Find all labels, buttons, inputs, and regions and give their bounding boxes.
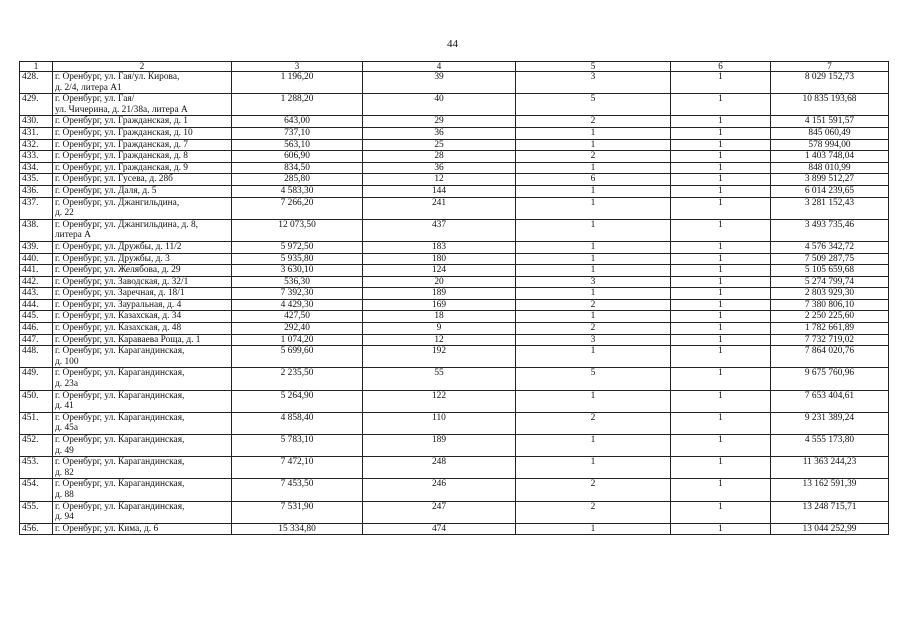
column-6-cell: 1 bbox=[671, 241, 771, 253]
cost-cell: 5 274 799,74 bbox=[771, 276, 889, 288]
address-line: г. Оренбург, ул. Гражданская, д. 8 bbox=[55, 151, 188, 162]
column-4-cell: 169 bbox=[363, 299, 516, 311]
table-row bbox=[20, 412, 889, 434]
column-4-cell: 124 bbox=[363, 265, 516, 277]
column-4-cell: 248 bbox=[363, 457, 516, 479]
address-line: г. Оренбург, ул. Кима, д. 6 bbox=[55, 523, 159, 534]
column-6-cell: 1 bbox=[671, 127, 771, 139]
column-4-cell: 189 bbox=[363, 435, 516, 457]
address-line: г. Оренбург, ул. Даля, д. 5 bbox=[55, 185, 157, 196]
column-5-cell: 2 bbox=[516, 479, 671, 501]
area-cell: 3 630,10 bbox=[232, 265, 363, 277]
row-number-cell: 429. bbox=[20, 94, 53, 116]
address-line: г. Оренбург, ул. Казахская, д. 34 bbox=[55, 311, 182, 322]
column-4-cell: 36 bbox=[363, 162, 516, 174]
row-number-cell: 444. bbox=[20, 299, 53, 311]
address-line: г. Оренбург, ул. Заводская, д. 32/1 bbox=[55, 276, 189, 287]
column-4-cell: 18 bbox=[363, 311, 516, 323]
address-line: г. Оренбург, ул. Гражданская, д. 9 bbox=[55, 162, 188, 173]
cost-cell: 9 231 389,24 bbox=[771, 412, 889, 434]
address-line: г. Оренбург, ул. Караваева Роща, д. 1 bbox=[55, 334, 201, 345]
cost-cell: 4 555 173,80 bbox=[771, 435, 889, 457]
address-cell bbox=[53, 139, 232, 151]
column-4-cell: 189 bbox=[363, 288, 516, 300]
area-cell: 4 858,40 bbox=[232, 412, 363, 434]
area-cell: 563,10 bbox=[232, 139, 363, 151]
column-6-cell: 1 bbox=[671, 185, 771, 197]
address-line: д. 49 bbox=[55, 445, 74, 456]
column-4-cell: 12 bbox=[363, 334, 516, 346]
row-number-cell: 449. bbox=[20, 368, 53, 390]
column-5-cell: 1 bbox=[516, 288, 671, 300]
area-cell: 737,10 bbox=[232, 127, 363, 139]
cost-cell: 2 250 225,60 bbox=[771, 311, 889, 323]
column-4-cell: 180 bbox=[363, 253, 516, 265]
row-number-cell: 442. bbox=[20, 276, 53, 288]
cost-cell: 1 403 748,04 bbox=[771, 151, 889, 163]
column-6-cell: 1 bbox=[671, 412, 771, 434]
column-5-cell: 3 bbox=[516, 334, 671, 346]
address-line: г. Оренбург, ул. Заречная, д. 18/1 bbox=[55, 288, 185, 299]
column-5-cell: 2 bbox=[516, 412, 671, 434]
page-number: 44 bbox=[447, 38, 458, 50]
area-cell: 643,00 bbox=[232, 116, 363, 128]
table-row bbox=[20, 219, 889, 241]
address-cell bbox=[53, 219, 232, 241]
column-5-cell: 1 bbox=[516, 253, 671, 265]
row-number-cell: 448. bbox=[20, 346, 53, 368]
column-6-cell: 1 bbox=[671, 72, 771, 94]
column-6-cell: 1 bbox=[671, 174, 771, 186]
column-5-cell: 5 bbox=[516, 368, 671, 390]
column-5-cell: 2 bbox=[516, 323, 671, 335]
row-number-cell: 432. bbox=[20, 139, 53, 151]
column-6-cell: 1 bbox=[671, 288, 771, 300]
column-5-cell: 1 bbox=[516, 265, 671, 277]
address-cell bbox=[53, 94, 232, 116]
cost-cell: 578 994,00 bbox=[771, 139, 889, 151]
table-row bbox=[20, 139, 889, 151]
address-cell bbox=[53, 253, 232, 265]
table-row bbox=[20, 94, 889, 116]
address-line: г. Оренбург, ул. Желябова, д. 29 bbox=[55, 265, 181, 276]
table-row bbox=[20, 174, 889, 186]
address-line: д. 82 bbox=[55, 467, 74, 478]
area-cell: 427,50 bbox=[232, 311, 363, 323]
row-number-cell: 450. bbox=[20, 390, 53, 412]
column-4-cell: 20 bbox=[363, 276, 516, 288]
column-6-cell: 1 bbox=[671, 334, 771, 346]
address-cell bbox=[53, 390, 232, 412]
column-5-cell: 5 bbox=[516, 94, 671, 116]
area-cell: 5 699,60 bbox=[232, 346, 363, 368]
column-6-cell: 1 bbox=[671, 299, 771, 311]
column-4-cell: 12 bbox=[363, 174, 516, 186]
address-cell bbox=[53, 299, 232, 311]
address-line: д. 100 bbox=[55, 356, 79, 367]
column-5-cell: 1 bbox=[516, 311, 671, 323]
row-number-cell: 440. bbox=[20, 253, 53, 265]
column-header: 6 bbox=[671, 62, 771, 72]
area-cell: 1 074,20 bbox=[232, 334, 363, 346]
address-line: г. Оренбург, ул. Дружбы, д. 3 bbox=[55, 253, 170, 264]
column-4-cell: 9 bbox=[363, 323, 516, 335]
column-5-cell: 1 bbox=[516, 139, 671, 151]
row-number-cell: 443. bbox=[20, 288, 53, 300]
address-line: д. 2/4, литера А1 bbox=[55, 82, 122, 93]
column-4-cell: 40 bbox=[363, 94, 516, 116]
row-number-cell: 434. bbox=[20, 162, 53, 174]
address-cell bbox=[53, 116, 232, 128]
address-cell bbox=[53, 323, 232, 335]
address-line: д. 94 bbox=[55, 512, 74, 523]
cost-cell: 9 675 760,96 bbox=[771, 368, 889, 390]
column-6-cell: 1 bbox=[671, 435, 771, 457]
column-4-cell: 110 bbox=[363, 412, 516, 434]
column-4-cell: 183 bbox=[363, 241, 516, 253]
table-row bbox=[20, 241, 889, 253]
column-6-cell: 1 bbox=[671, 368, 771, 390]
column-6-cell: 1 bbox=[671, 94, 771, 116]
address-line: литера А bbox=[55, 230, 91, 241]
table-row bbox=[20, 265, 889, 277]
address-cell bbox=[53, 412, 232, 434]
column-4-cell: 36 bbox=[363, 127, 516, 139]
area-cell: 7 453,50 bbox=[232, 479, 363, 501]
column-6-cell: 1 bbox=[671, 523, 771, 535]
table-row bbox=[20, 151, 889, 163]
cost-cell: 5 105 659,68 bbox=[771, 265, 889, 277]
table-row bbox=[20, 288, 889, 300]
area-cell: 7 531,90 bbox=[232, 501, 363, 523]
column-5-cell: 1 bbox=[516, 127, 671, 139]
address-line: д. 41 bbox=[55, 401, 74, 412]
column-5-cell: 1 bbox=[516, 435, 671, 457]
column-6-cell: 1 bbox=[671, 253, 771, 265]
column-4-cell: 39 bbox=[363, 72, 516, 94]
row-number-cell: 446. bbox=[20, 323, 53, 335]
address-line: г. Оренбург, ул. Гая/ bbox=[55, 94, 135, 105]
table-row bbox=[20, 185, 889, 197]
table-row bbox=[20, 299, 889, 311]
address-line: д. 23а bbox=[55, 379, 78, 390]
address-cell bbox=[53, 311, 232, 323]
area-cell: 4 583,30 bbox=[232, 185, 363, 197]
cost-cell: 8 029 152,73 bbox=[771, 72, 889, 94]
column-5-cell: 1 bbox=[516, 219, 671, 241]
area-cell: 7 472,10 bbox=[232, 457, 363, 479]
row-number-cell: 451. bbox=[20, 412, 53, 434]
area-cell: 1 288,20 bbox=[232, 94, 363, 116]
column-header: 4 bbox=[363, 62, 516, 72]
area-cell: 1 196,20 bbox=[232, 72, 363, 94]
address-cell bbox=[53, 185, 232, 197]
table-row bbox=[20, 334, 889, 346]
cost-cell: 11 363 244,23 bbox=[771, 457, 889, 479]
address-cell bbox=[53, 368, 232, 390]
address-line: г. Оренбург, ул. Гусева, д. 28б bbox=[55, 174, 173, 185]
column-header: 2 bbox=[53, 62, 232, 72]
row-number-cell: 438. bbox=[20, 219, 53, 241]
cost-cell: 3 493 735,46 bbox=[771, 219, 889, 241]
address-cell bbox=[53, 501, 232, 523]
cost-cell: 6 014 239,65 bbox=[771, 185, 889, 197]
cost-cell: 10 835 193,68 bbox=[771, 94, 889, 116]
row-number-cell: 453. bbox=[20, 457, 53, 479]
column-5-cell: 1 bbox=[516, 162, 671, 174]
table-row bbox=[20, 390, 889, 412]
row-number-cell: 439. bbox=[20, 241, 53, 253]
column-4-cell: 55 bbox=[363, 368, 516, 390]
cost-cell: 13 044 252,99 bbox=[771, 523, 889, 535]
row-number-cell: 435. bbox=[20, 174, 53, 186]
address-cell bbox=[53, 162, 232, 174]
cost-cell: 7 380 806,10 bbox=[771, 299, 889, 311]
cost-cell: 3 899 512,27 bbox=[771, 174, 889, 186]
column-5-cell: 1 bbox=[516, 197, 671, 219]
row-number-cell: 447. bbox=[20, 334, 53, 346]
row-number-cell: 454. bbox=[20, 479, 53, 501]
table-row bbox=[20, 457, 889, 479]
row-number-cell: 441. bbox=[20, 265, 53, 277]
table-row bbox=[20, 127, 889, 139]
address-line: г. Оренбург, ул. Карагандинская, bbox=[55, 501, 185, 512]
table-row bbox=[20, 276, 889, 288]
area-cell: 536,30 bbox=[232, 276, 363, 288]
column-header: 1 bbox=[20, 62, 53, 72]
table-row bbox=[20, 346, 889, 368]
column-header: 3 bbox=[232, 62, 363, 72]
column-5-cell: 6 bbox=[516, 174, 671, 186]
column-4-cell: 246 bbox=[363, 479, 516, 501]
cost-cell: 4 576 342,72 bbox=[771, 241, 889, 253]
address-line: г. Оренбург, ул. Карагандинская, bbox=[55, 479, 185, 490]
column-6-cell: 1 bbox=[671, 197, 771, 219]
address-cell bbox=[53, 479, 232, 501]
address-line: г. Оренбург, ул. Гая/ул. Кирова, bbox=[55, 72, 180, 82]
row-number-cell: 452. bbox=[20, 435, 53, 457]
address-cell bbox=[53, 288, 232, 300]
table-row bbox=[20, 197, 889, 219]
column-6-cell: 1 bbox=[671, 139, 771, 151]
area-cell: 834,50 bbox=[232, 162, 363, 174]
address-cell bbox=[53, 523, 232, 535]
address-line: г. Оренбург, ул. Карагандинская, bbox=[55, 390, 185, 401]
table-row bbox=[20, 72, 889, 94]
column-6-cell: 1 bbox=[671, 162, 771, 174]
table-row bbox=[20, 435, 889, 457]
area-cell: 5 972,50 bbox=[232, 241, 363, 253]
column-4-cell: 437 bbox=[363, 219, 516, 241]
area-cell: 15 334,80 bbox=[232, 523, 363, 535]
column-header: 7 bbox=[771, 62, 889, 72]
address-line: г. Оренбург, ул. Гражданская, д. 10 bbox=[55, 127, 193, 138]
cost-cell: 3 281 152,43 bbox=[771, 197, 889, 219]
column-6-cell: 1 bbox=[671, 501, 771, 523]
column-4-cell: 192 bbox=[363, 346, 516, 368]
area-cell: 7 392,30 bbox=[232, 288, 363, 300]
address-cell bbox=[53, 241, 232, 253]
table-row bbox=[20, 323, 889, 335]
address-line: г. Оренбург, ул. Гражданская, д. 1 bbox=[55, 116, 188, 127]
column-6-cell: 1 bbox=[671, 479, 771, 501]
address-line: г. Оренбург, ул. Дружбы, д. 11/2 bbox=[55, 241, 182, 252]
area-cell: 5 783,10 bbox=[232, 435, 363, 457]
column-4-cell: 122 bbox=[363, 390, 516, 412]
column-5-cell: 1 bbox=[516, 346, 671, 368]
table-row bbox=[20, 501, 889, 523]
cost-cell: 7 864 020,76 bbox=[771, 346, 889, 368]
column-6-cell: 1 bbox=[671, 311, 771, 323]
row-number-cell: 431. bbox=[20, 127, 53, 139]
column-6-cell: 1 bbox=[671, 265, 771, 277]
column-5-cell: 1 bbox=[516, 457, 671, 479]
area-cell: 5 264,90 bbox=[232, 390, 363, 412]
address-cell bbox=[53, 265, 232, 277]
table-body bbox=[20, 72, 889, 535]
address-cell bbox=[53, 174, 232, 186]
address-cell bbox=[53, 127, 232, 139]
address-cell bbox=[53, 346, 232, 368]
address-line: ул. Чичерина, д. 21/38а, литера А bbox=[55, 104, 188, 115]
address-line: г. Оренбург, ул. Казахская, д. 48 bbox=[55, 323, 182, 334]
address-line: г. Оренбург, ул. Джангильдина, д. 8, bbox=[55, 219, 199, 230]
area-cell: 285,80 bbox=[232, 174, 363, 186]
cost-cell: 2 803 929,30 bbox=[771, 288, 889, 300]
column-5-cell: 1 bbox=[516, 523, 671, 535]
table-row bbox=[20, 311, 889, 323]
table-row bbox=[20, 116, 889, 128]
row-number-cell: 437. bbox=[20, 197, 53, 219]
row-number-cell: 455. bbox=[20, 501, 53, 523]
cost-cell: 7 509 287,75 bbox=[771, 253, 889, 265]
column-5-cell: 2 bbox=[516, 501, 671, 523]
column-header: 5 bbox=[516, 62, 671, 72]
column-6-cell: 1 bbox=[671, 151, 771, 163]
column-5-cell: 2 bbox=[516, 116, 671, 128]
address-line: г. Оренбург, ул. Карагандинская, bbox=[55, 412, 185, 423]
row-number-cell: 445. bbox=[20, 311, 53, 323]
address-cell bbox=[53, 334, 232, 346]
column-6-cell: 1 bbox=[671, 323, 771, 335]
table-row bbox=[20, 253, 889, 265]
address-line: д. 22 bbox=[55, 208, 74, 219]
address-line: г. Оренбург, ул. Карагандинская, bbox=[55, 435, 185, 445]
column-6-cell: 1 bbox=[671, 219, 771, 241]
address-line: г. Оренбург, ул. Карагандинская, bbox=[55, 368, 185, 379]
address-cell bbox=[53, 151, 232, 163]
address-line: г. Оренбург, ул. Гражданская, д. 7 bbox=[55, 139, 188, 150]
column-5-cell: 2 bbox=[516, 299, 671, 311]
area-cell: 7 266,20 bbox=[232, 197, 363, 219]
table-row bbox=[20, 479, 889, 501]
address-line: г. Оренбург, ул. Джангильдина, bbox=[55, 197, 180, 208]
area-cell: 12 073,50 bbox=[232, 219, 363, 241]
column-6-cell: 1 bbox=[671, 276, 771, 288]
address-cell bbox=[53, 457, 232, 479]
address-line: д. 88 bbox=[55, 489, 74, 500]
column-number-row bbox=[20, 62, 889, 72]
table-row bbox=[20, 523, 889, 535]
column-5-cell: 1 bbox=[516, 241, 671, 253]
cost-cell: 1 782 661,89 bbox=[771, 323, 889, 335]
area-cell: 2 235,50 bbox=[232, 368, 363, 390]
address-line: г. Оренбург, ул. Карагандинская, bbox=[55, 346, 185, 357]
column-4-cell: 28 bbox=[363, 151, 516, 163]
housing-registry-table bbox=[19, 61, 889, 535]
address-line: г. Оренбург, ул. Зауральная, д. 4 bbox=[55, 299, 182, 310]
column-4-cell: 144 bbox=[363, 185, 516, 197]
cost-cell: 13 162 591,39 bbox=[771, 479, 889, 501]
row-number-cell: 456. bbox=[20, 523, 53, 535]
area-cell: 606,90 bbox=[232, 151, 363, 163]
area-cell: 292,40 bbox=[232, 323, 363, 335]
row-number-cell: 436. bbox=[20, 185, 53, 197]
column-4-cell: 25 bbox=[363, 139, 516, 151]
column-4-cell: 474 bbox=[363, 523, 516, 535]
address-cell bbox=[53, 197, 232, 219]
area-cell: 5 935,80 bbox=[232, 253, 363, 265]
table-row bbox=[20, 162, 889, 174]
address-line: д. 45а bbox=[55, 423, 78, 434]
cost-cell: 7 653 404,61 bbox=[771, 390, 889, 412]
column-5-cell: 1 bbox=[516, 390, 671, 412]
row-number-cell: 430. bbox=[20, 116, 53, 128]
address-cell bbox=[53, 435, 232, 457]
cost-cell: 848 010,99 bbox=[771, 162, 889, 174]
column-4-cell: 241 bbox=[363, 197, 516, 219]
address-cell bbox=[53, 72, 232, 94]
column-6-cell: 1 bbox=[671, 390, 771, 412]
column-5-cell: 1 bbox=[516, 185, 671, 197]
column-5-cell: 2 bbox=[516, 151, 671, 163]
row-number-cell: 433. bbox=[20, 151, 53, 163]
cost-cell: 845 060,49 bbox=[771, 127, 889, 139]
address-cell bbox=[53, 276, 232, 288]
column-5-cell: 3 bbox=[516, 72, 671, 94]
column-5-cell: 3 bbox=[516, 276, 671, 288]
cost-cell: 7 732 719,02 bbox=[771, 334, 889, 346]
column-4-cell: 247 bbox=[363, 501, 516, 523]
row-number-cell: 428. bbox=[20, 72, 53, 94]
column-4-cell: 29 bbox=[363, 116, 516, 128]
column-6-cell: 1 bbox=[671, 346, 771, 368]
column-6-cell: 1 bbox=[671, 116, 771, 128]
table-row bbox=[20, 368, 889, 390]
area-cell: 4 429,30 bbox=[232, 299, 363, 311]
column-6-cell: 1 bbox=[671, 457, 771, 479]
cost-cell: 4 151 591,57 bbox=[771, 116, 889, 128]
cost-cell: 13 248 715,71 bbox=[771, 501, 889, 523]
address-line: г. Оренбург, ул. Карагандинская, bbox=[55, 457, 185, 468]
